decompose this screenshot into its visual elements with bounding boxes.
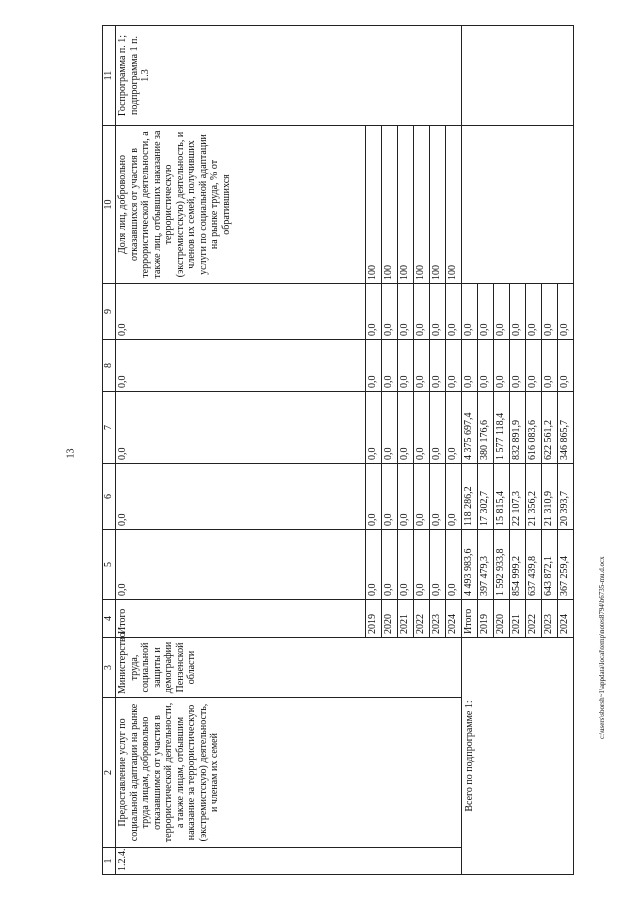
indicator-value: 100 (430, 126, 446, 284)
value-cell: 0,0 (382, 340, 398, 392)
year-cell: 2022 (526, 600, 542, 638)
value-cell: 0,0 (414, 284, 430, 340)
year-cell: 2021 (398, 600, 414, 638)
value-cell: 0,0 (366, 530, 382, 600)
value-cell: 0,0 (414, 392, 430, 464)
col-header: 3 (103, 638, 116, 698)
value-cell: 0,0 (398, 530, 414, 600)
value-cell: 0,0 (414, 530, 430, 600)
col-header: 6 (103, 464, 116, 530)
value-cell: 1 592 933,8 (494, 530, 510, 600)
value-cell: 0,0 (446, 392, 462, 464)
value-cell: 21 356,2 (526, 464, 542, 530)
value-cell: 0,0 (430, 530, 446, 600)
indicator-value: 100 (446, 126, 462, 284)
program-table (102, 25, 574, 875)
document-sheet (102, 26, 572, 875)
total-cell: 0,0 (462, 284, 478, 340)
measure-number: 1.2.4. (116, 848, 462, 875)
year-cell: 2023 (430, 600, 446, 638)
value-cell: 0,0 (510, 340, 526, 392)
total-cell: 0,0 (116, 464, 366, 530)
year-cell: 2021 (510, 600, 526, 638)
year-cell: 2019 (478, 600, 494, 638)
value-cell: 367 259,4 (558, 530, 574, 600)
value-cell: 0,0 (526, 340, 542, 392)
value-cell: 0,0 (366, 392, 382, 464)
col-header: 10 (103, 126, 116, 284)
program-reference: Госпрограмма п. 1; подпрограмма 1 п. 1.3 (116, 26, 462, 126)
value-cell: 0,0 (398, 464, 414, 530)
value-cell: 346 865,7 (558, 392, 574, 464)
col-header: 5 (103, 530, 116, 600)
value-cell: 380 176,6 (478, 392, 494, 464)
measure-name: Предоставление услуг по социальной адаптации на рынке труда лицам, добровольно отказавшимся от участия в террористической деятельности, а также лицам, отбывшим наказание за террористическую (экстремистскую) деятельность, и членам их семей (116, 698, 462, 848)
value-cell: 397 479,3 (478, 530, 494, 600)
value-cell: 0,0 (366, 464, 382, 530)
value-cell: 1 577 118,4 (494, 392, 510, 464)
value-cell: 0,0 (414, 340, 430, 392)
year-cell: 2024 (558, 600, 574, 638)
column-number-row (103, 26, 116, 875)
value-cell: 15 815,4 (494, 464, 510, 530)
value-cell: 0,0 (558, 284, 574, 340)
year-cell: 2022 (414, 600, 430, 638)
value-cell: 0,0 (494, 284, 510, 340)
indicator-value: 100 (382, 126, 398, 284)
value-cell: 0,0 (382, 392, 398, 464)
col-header: 1 (103, 848, 116, 875)
value-cell: 0,0 (382, 530, 398, 600)
value-cell: 0,0 (430, 392, 446, 464)
value-cell: 20 393,7 (558, 464, 574, 530)
value-cell: 0,0 (414, 464, 430, 530)
year-cell: 2019 (366, 600, 382, 638)
value-cell: 0,0 (542, 340, 558, 392)
value-cell: 22 107,3 (510, 464, 526, 530)
total-cell: 0,0 (116, 284, 366, 340)
total-cell: 4 493 983,6 (462, 530, 478, 600)
year-cell: 2023 (542, 600, 558, 638)
value-cell: 0,0 (510, 284, 526, 340)
indicator-value: 100 (366, 126, 382, 284)
total-cell: 0,0 (462, 340, 478, 392)
col-header: 2 (103, 698, 116, 848)
subprogram-total-row (462, 26, 478, 875)
total-cell: 4 375 697,4 (462, 392, 478, 464)
value-cell: 0,0 (446, 530, 462, 600)
value-cell: 0,0 (478, 340, 494, 392)
value-cell: 0,0 (446, 340, 462, 392)
value-cell: 0,0 (430, 284, 446, 340)
empty-cell (462, 26, 574, 126)
value-cell: 0,0 (398, 392, 414, 464)
year-cell: 2020 (382, 600, 398, 638)
total-cell: 118 286,2 (462, 464, 478, 530)
value-cell: 0,0 (382, 284, 398, 340)
value-cell: 0,0 (478, 284, 494, 340)
page-number: 13 (65, 448, 77, 459)
total-cell: 0,0 (116, 392, 366, 464)
value-cell: 637 439,8 (526, 530, 542, 600)
value-cell: 0,0 (398, 340, 414, 392)
col-header: 4 (103, 600, 116, 638)
value-cell: 0,0 (526, 284, 542, 340)
value-cell: 832 891,9 (510, 392, 526, 464)
value-cell: 854 999,2 (510, 530, 526, 600)
value-cell: 0,0 (542, 284, 558, 340)
col-header: 11 (103, 26, 116, 126)
total-cell: 0,0 (116, 340, 366, 392)
measure-total-row (116, 26, 366, 875)
value-cell: 0,0 (446, 284, 462, 340)
value-cell: 0,0 (430, 464, 446, 530)
value-cell: 0,0 (446, 464, 462, 530)
total-label: Итого (116, 600, 366, 638)
value-cell: 0,0 (558, 340, 574, 392)
indicator-text: Доля лиц, добровольно отказавшихся от участия в террористической деятельности, а также лиц, отбывших наказание за террористическую (экстремистскую) деятельность, и членов их семей, получивших услуги по социальной адаптации на рынке труда, % от обратившихся (116, 126, 366, 284)
col-header: 9 (103, 284, 116, 340)
indicator-value: 100 (398, 126, 414, 284)
footer-path-text: c:\users\sborsh~1\appdata\local\temp\notes8794\b6735-mu.d.ocx (598, 556, 606, 739)
value-cell: 0,0 (494, 340, 510, 392)
value-cell: 643 872,1 (542, 530, 558, 600)
value-cell: 0,0 (366, 340, 382, 392)
value-cell: 17 302,7 (478, 464, 494, 530)
col-header: 8 (103, 340, 116, 392)
value-cell: 622 561,2 (542, 392, 558, 464)
total-label: Итого (462, 600, 478, 638)
value-cell: 0,0 (382, 464, 398, 530)
measure-executor: Министерство труда, социальной защиты и демографии Пензенской области (116, 638, 462, 698)
value-cell: 21 310,9 (542, 464, 558, 530)
year-cell: 2024 (446, 600, 462, 638)
value-cell: 0,0 (398, 284, 414, 340)
indicator-value: 100 (414, 126, 430, 284)
rotated-table-wrapper (102, 26, 572, 875)
total-cell: 0,0 (116, 530, 366, 600)
year-cell: 2020 (494, 600, 510, 638)
value-cell: 0,0 (430, 340, 446, 392)
subprogram-total-label: Всего по подпрограмме 1: (462, 638, 574, 875)
value-cell: 616 083,6 (526, 392, 542, 464)
empty-cell (462, 126, 574, 284)
value-cell: 0,0 (366, 284, 382, 340)
col-header: 7 (103, 392, 116, 464)
